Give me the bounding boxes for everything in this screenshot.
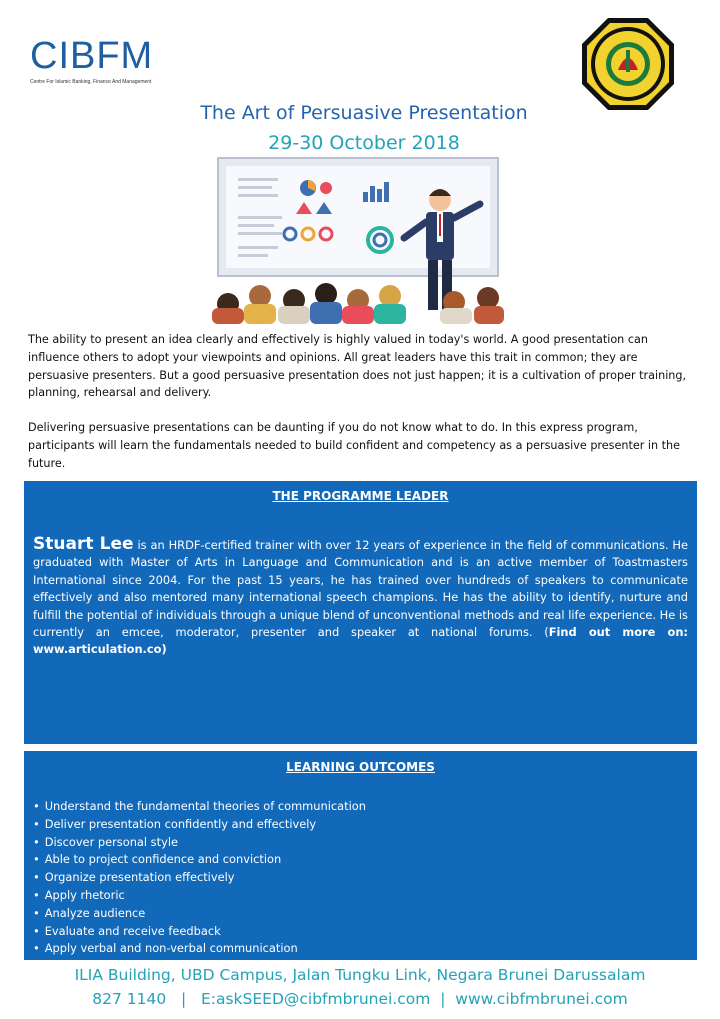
learning-outcomes-heading: LEARNING OUTCOMES <box>286 760 435 774</box>
event-dates: 29-30 October 2018 <box>268 132 460 154</box>
leader-name: Stuart Lee <box>33 534 134 554</box>
event-title: The Art of Persuasive Presentation <box>200 102 528 124</box>
outcome-list <box>33 798 697 958</box>
programme-leader-heading: THE PROGRAMME LEADER <box>272 489 449 503</box>
list-item: • Understand the fundamental theories of communication <box>33 798 697 816</box>
logo-name: CIBFM <box>30 35 154 77</box>
intro-text <box>28 331 694 473</box>
intro-paragraph-2: Delivering persuasive presentations can be daunting if you do not know what to do. In this express program, participants will learn the fundamentals needed to build confident and competency as a persuasive presenter in the future. <box>28 421 681 470</box>
list-item: • Apply verbal and non-verbal communication <box>33 940 697 958</box>
footer-address: ILIA Building, UBD Campus, Jalan Tungku Link, Negara Brunei Darussalam <box>74 966 646 984</box>
list-item: • Analyze audience <box>33 905 697 923</box>
programme-leader-section <box>24 481 697 744</box>
list-item: • Organize presentation effectively <box>33 869 697 887</box>
university-seal-icon <box>580 16 676 112</box>
list-item: • Apply rhetoric <box>33 887 697 905</box>
footer-contact[interactable]: 827 1140 | E:askSEED@cibfmbrunei.com | www.cibfmbrunei.com <box>92 990 628 1008</box>
leader-bio <box>33 536 688 659</box>
list-item: • Evaluate and receive feedback <box>33 923 697 941</box>
logo-subtitle: Centre For Islamic Banking, Finance And Management <box>30 79 152 85</box>
leader-bio-text: is an HRDF-certified trainer with over 12 years of experience in the field of communications. He graduated with Master of Arts in Language and Communication and is an active member of Toastmasters International since 2004. For the past 15 years, he has trained over hundreds of speakers to communicate effectively and also mentored many international speech champions. He has the ability to identify, nurture and fulfill the potential of individuals through a unique blend of unconventional methods and real life experience. He is currently an emcee, moderator, presenter and speaker at national forums. ( <box>33 538 688 640</box>
learning-outcomes-section <box>24 751 697 960</box>
list-item: • Deliver presentation confidently and effectively <box>33 816 697 834</box>
list-item: • Able to project confidence and conviction <box>33 851 697 869</box>
list-item: • Discover personal style <box>33 834 697 852</box>
leader-website-link[interactable]: Find out more on: www.articulation.co) <box>33 625 688 657</box>
cibfm-logo <box>30 36 153 85</box>
presentation-illustration <box>208 156 506 324</box>
intro-paragraph-1: The ability to present an idea clearly and effectively is highly valued in today's world. A good presentation can influence others to adopt your viewpoints and opinions. All great leaders have this trait in common; they are persuasive presenters. But a good persuasive presentation does not just happen; it is a cultivation of proper training, planning, rehearsal and delivery. <box>28 333 687 400</box>
